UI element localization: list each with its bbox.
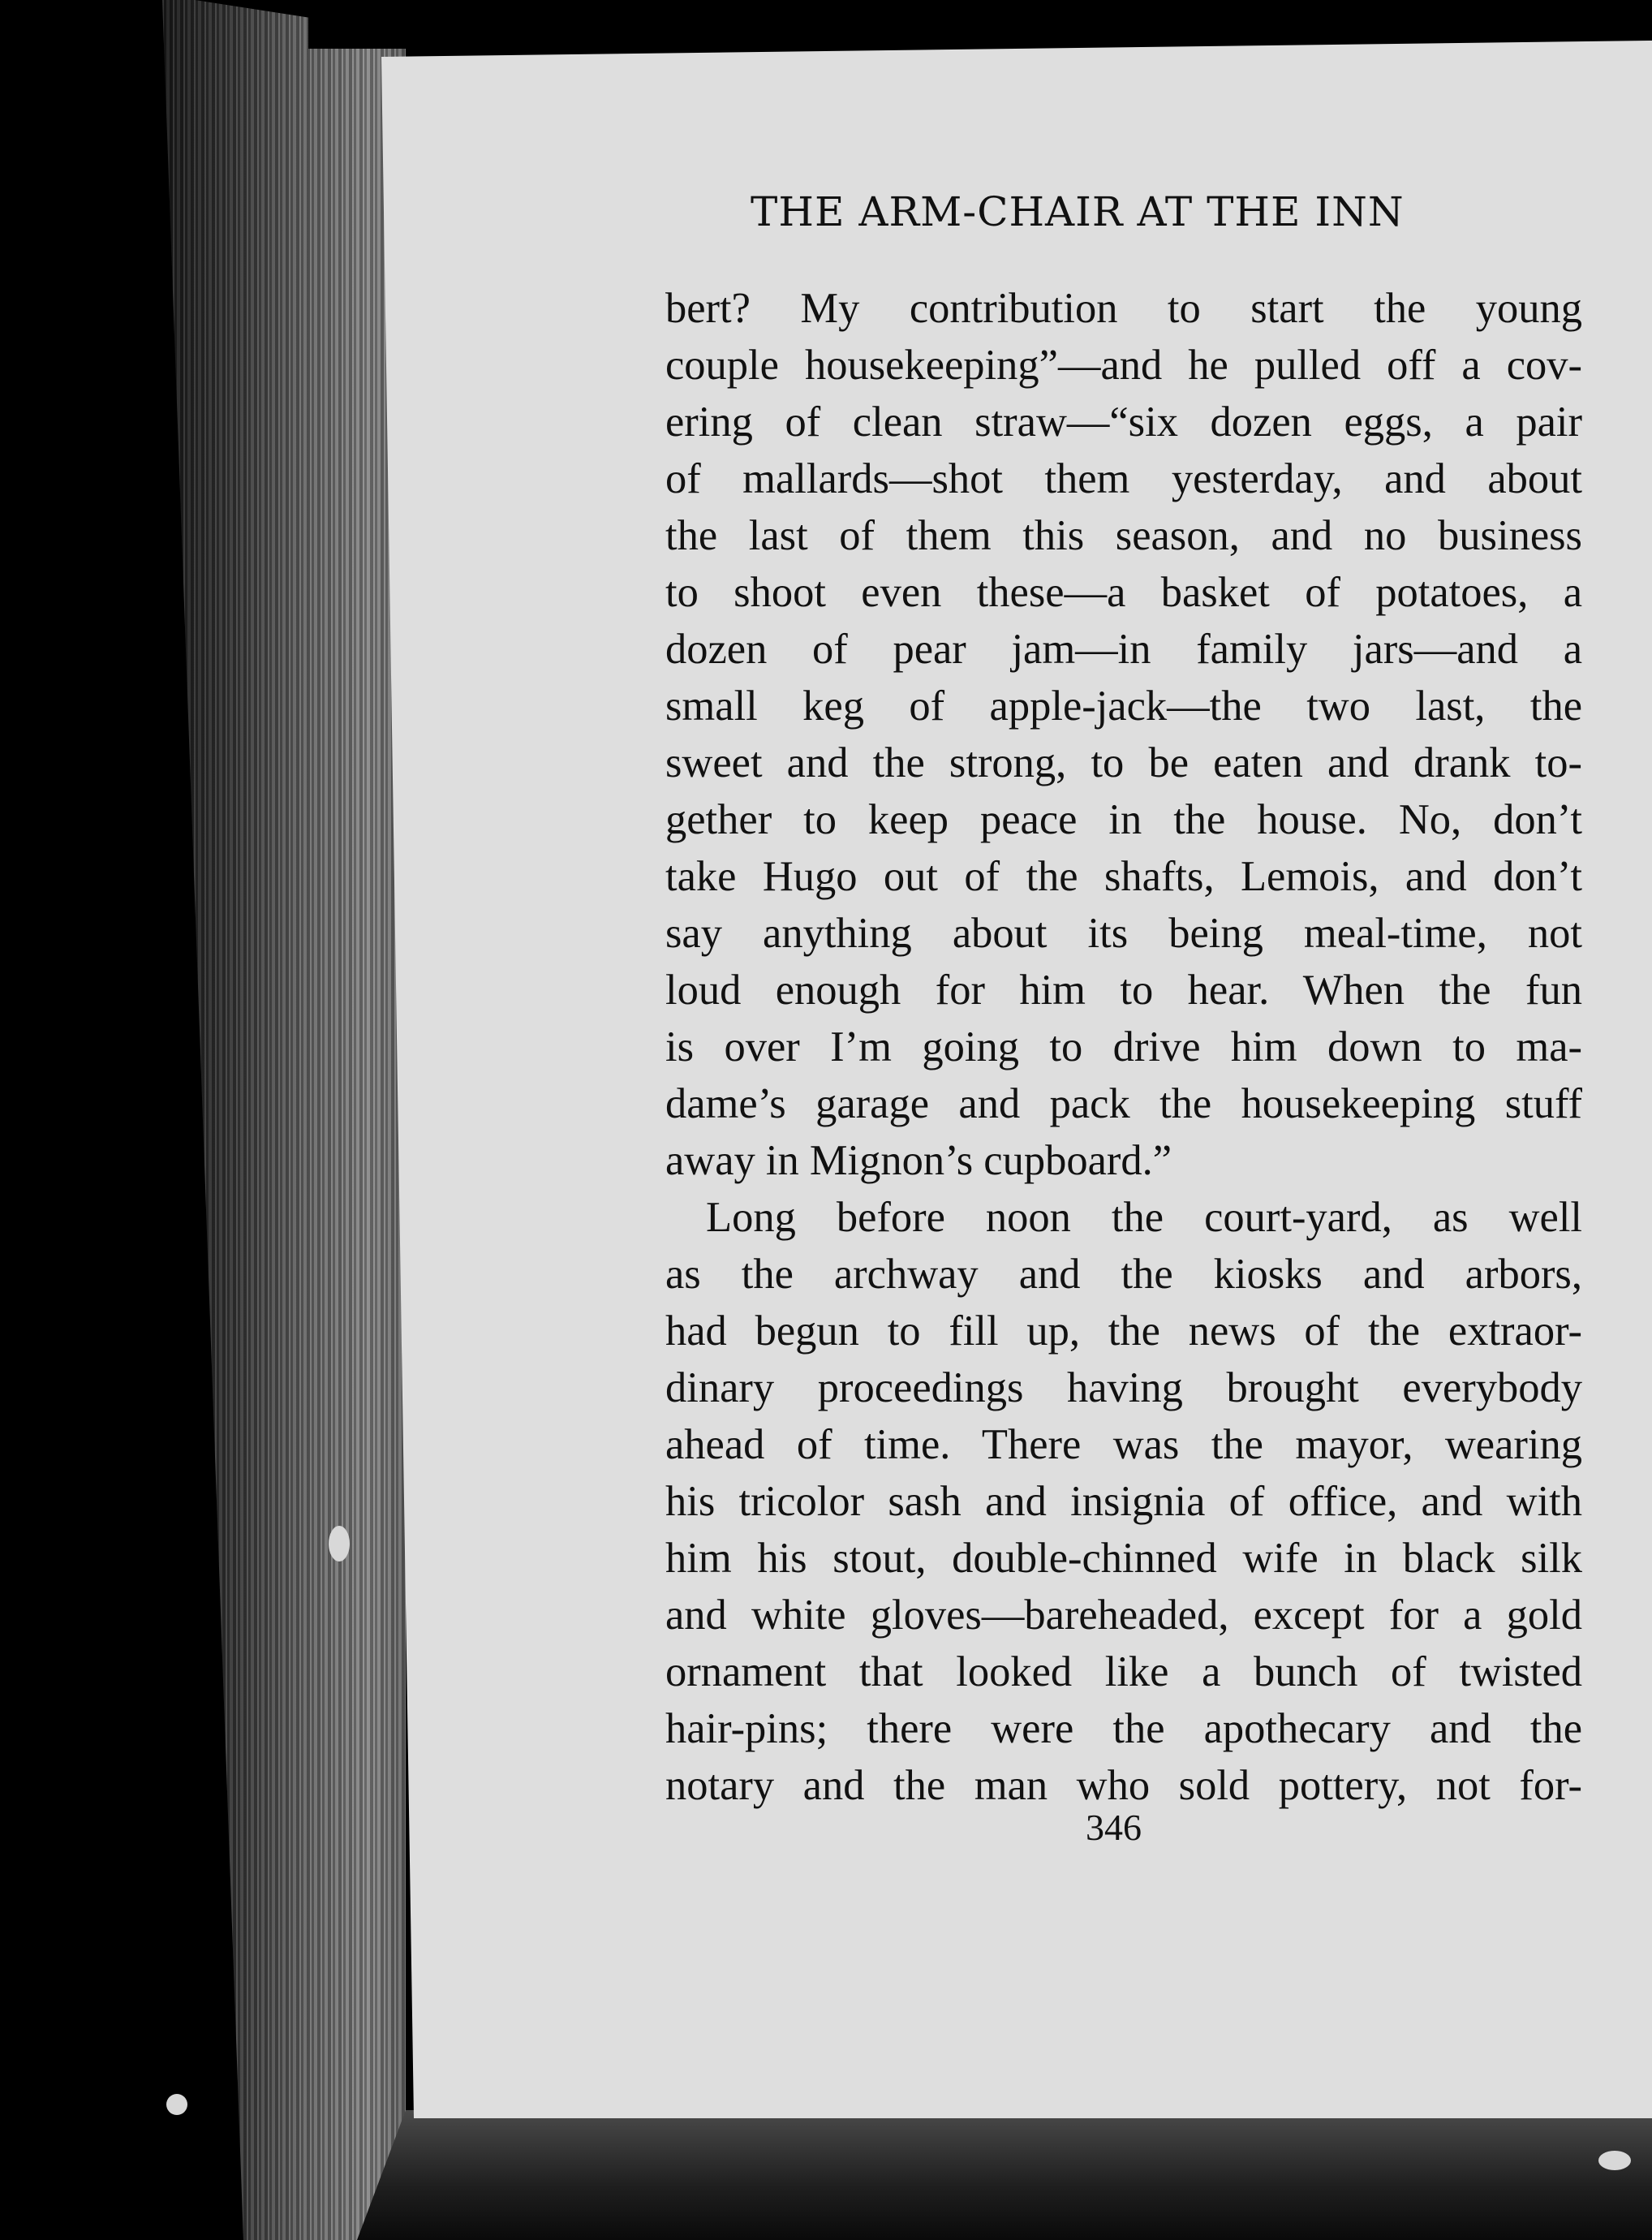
text-line: Long before noon the court-yard, as well — [706, 1194, 1582, 1241]
text-line: his tricolor sash and insignia of office, and with — [665, 1478, 1582, 1525]
text-line: to shoot even these—a basket of potatoes, a — [665, 569, 1582, 616]
text-line: away in Mignon’s cupboard.” — [665, 1137, 1172, 1184]
text-line: of mallards—shot them yesterday, and about — [665, 455, 1582, 502]
book-bottom-edge — [357, 2110, 1652, 2240]
text-line: him his stout, double-chinned wife in black silk — [665, 1535, 1582, 1582]
body-text — [665, 280, 1582, 1814]
text-line: couple housekeeping”—and he pulled off a cov- — [665, 342, 1582, 389]
text-line: say anything about its being meal-time, not — [665, 910, 1582, 957]
text-line: dinary proceedings having brought everybody — [665, 1364, 1582, 1411]
text-line: ering of clean straw—“six dozen eggs, a pair — [665, 398, 1582, 446]
text-line: and white gloves—bareheaded, except for a gold — [665, 1592, 1582, 1639]
dust-speck — [166, 2094, 187, 2115]
text-line: the last of them this season, and no business — [665, 512, 1582, 559]
running-head: THE ARM-CHAIR AT THE INN — [751, 188, 1405, 235]
text-line: loud enough for him to hear. When the fun — [665, 967, 1582, 1014]
dust-speck — [1598, 2151, 1631, 2170]
text-line: ornament that looked like a bunch of twisted — [665, 1648, 1582, 1695]
text-line: small keg of apple-jack—the two last, the — [665, 683, 1582, 730]
page-number: 346 — [1086, 1807, 1142, 1848]
text-line: had begun to fill up, the news of the extraor- — [665, 1307, 1582, 1355]
dust-speck — [329, 1526, 350, 1562]
book-fore-edge — [162, 0, 422, 2240]
text-line: gether to keep peace in the house. No, don’t — [665, 796, 1582, 843]
text-line: notary and the man who sold pottery, not for- — [665, 1762, 1582, 1809]
text-line: bert? My contribution to start the young — [665, 285, 1582, 332]
text-line: sweet and the strong, to be eaten and drank to- — [665, 739, 1582, 786]
top-shadow — [308, 0, 1652, 49]
text-line: as the archway and the kiosks and arbors, — [665, 1251, 1582, 1298]
text-line: hair-pins; there were the apothecary and the — [665, 1705, 1582, 1752]
text-line: take Hugo out of the shafts, Lemois, and don’t — [665, 853, 1582, 900]
text-line: ahead of time. There was the mayor, wearing — [665, 1421, 1582, 1468]
text-line: is over I’m going to drive him down to ma- — [665, 1023, 1582, 1070]
text-line: dozen of pear jam—in family jars—and a — [665, 626, 1582, 673]
text-line: dame’s garage and pack the housekeeping stuff — [665, 1080, 1582, 1127]
